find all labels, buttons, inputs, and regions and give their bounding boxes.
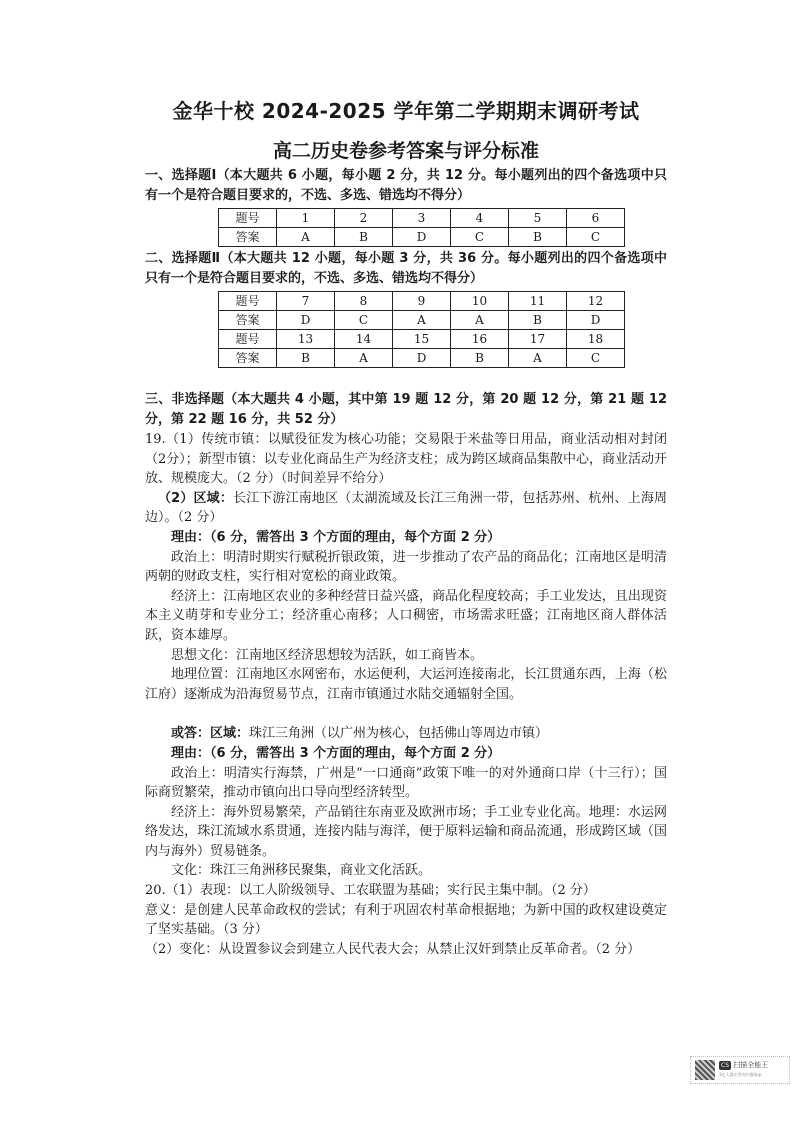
table-row [219,228,625,247]
answer-cell: B [335,228,393,247]
answer-cell: 11 [509,292,567,311]
q20-meaning: 意义：是创建人民革命政权的尝试；有利于巩固农村革命根据地；为新中国的政权建设奠定了坚实基础。（3 分） [145,902,667,938]
qr-code-icon [695,1060,715,1080]
alt-answer [145,724,667,744]
row-header-cell: 答案 [219,311,277,330]
answer-cell: 16 [451,330,509,349]
alt-region: 珠江三角洲（以广州为核心，包括佛山等周边市镇） [249,726,549,742]
answer-cell: 5 [509,209,567,228]
section1-heading: 一、选择题Ⅰ（本大题共 6 小题，每小题 2 分，共 12 分。每小题列出的四个备选项中只有一个是符合题目要求的，不选、多选、错选均不得分） [145,168,667,203]
answer-cell: 8 [335,292,393,311]
alt-answer-label: 或答：区域： [171,726,250,742]
table-row [219,349,625,368]
camscanner-logo-icon: CS [721,1062,729,1069]
alt-politics: 政治上：明清实行海禁，广州是“一口通商”政策下唯一的对外通商口岸（十三行）；国际商贸繁荣，推动市镇向出口导向型经济转型。 [145,765,667,801]
reason-thought: 思想文化：江南地区经济思想较为活跃，如工商皆本。 [171,647,484,663]
alt-reason-label-text: 理由：（6 分，需答出 3 个方面的理由，每个方面 2 分） [171,745,501,761]
answer-cell: 15 [393,330,451,349]
row-header-cell: 答案 [219,349,277,368]
answer-cell: B [451,349,509,368]
page-title: 金华十校 2024-2025 学年第二学期期末调研考试 [172,99,640,123]
answer-cell: 6 [567,209,625,228]
watermark-name: 扫描全能王 [733,1061,769,1069]
answer-cell: D [393,349,451,368]
answer-cell: B [509,311,567,330]
table-row [219,292,625,311]
page-subtitle: 高二历史卷参考答案与评分标准 [272,140,539,162]
answer-cell: 2 [335,209,393,228]
q19-part2 [145,489,667,528]
answer-cell: 4 [451,209,509,228]
q20-part1: 20.（1）表现：以工人阶级领导、工农联盟为基础；实行民主集中制。（2 分） [145,883,596,899]
answer-cell: 14 [335,330,393,349]
answer-cell: 9 [393,292,451,311]
answer-cell: 13 [277,330,335,349]
answer-cell: D [393,228,451,247]
answer-key-page [145,96,667,959]
section2-answer-table [218,291,625,368]
reason-label-text: 理由：（6 分，需答出 3 个方面的理由，每个方面 2 分） [171,529,501,545]
answer-cell: 10 [451,292,509,311]
answer-cell: A [335,349,393,368]
reason-geography: 地理位置：江南地区水网密布，水运便利，大运河连接南北，长江贯通东西，上海（松江府）逐渐成为沿海贸易节点，江南市镇通过水陆交通辐射全国。 [145,667,667,702]
answer-cell: 18 [567,330,625,349]
table-row [219,209,625,228]
answer-cell: 12 [567,292,625,311]
alt-culture: 文化：珠江三角洲移民聚集，商业文化活跃。 [171,863,432,879]
alt-reason-label [145,744,667,764]
answer-cell: 7 [277,292,335,311]
answer-cell: A [509,349,567,368]
answer-cell: 1 [277,209,335,228]
answer-cell: A [451,311,509,330]
reason-label [145,528,667,548]
answer-cell: C [567,349,625,368]
alt-economy: 经济上：海外贸易繁荣，产品销往东南亚及欧洲市场；手工业专业化高。地理：水运网络发达，珠江流域水系贯通，连接内陆与海洋，便于原料运输和商品流通，形成跨区域（国内与海外）贸易链条。 [145,804,667,859]
answer-cell: 17 [509,330,567,349]
row-header-cell: 题号 [219,330,277,349]
section1-answer-table [218,208,625,247]
q19-part2-text: 长江下游江南地区（太湖流域及长江三角洲一带，包括苏州、杭州、上海周边）。（2 分） [145,490,667,526]
answer-cell: D [277,311,335,330]
watermark-sub: 3亿人都在用的扫描App [719,1072,762,1077]
answer-cell: C [567,228,625,247]
row-header-cell: 题号 [219,209,277,228]
reason-politics: 政治上：明清时期实行赋税折银政策，进一步推动了农产品的商品化；江南地区是明清两朝的财政支柱，实行相对宽松的商业政策。 [145,549,667,585]
table-row [219,330,625,349]
q19-part2-label: （2）区域： [158,490,233,506]
q20-part2: （2）变化：从设置参议会到建立人民代表大会；从禁止汉奸到禁止反革命者。（2 分） [145,941,641,957]
q19-part1: 19.（1）传统市镇：以赋役征发为核心功能；交易限于米盐等日用品，商业活动相对封闭（2分）；新型市镇：以专业化商品生产为经济支柱；成为跨区域商品集散中心，商业活动开放、规模庞大。（2 分）（时间差异不给分） [145,432,667,487]
reason-economy: 经济上：江南地区农业的多种经营日益兴盛，商品化程度较高；手工业发达，且出现资本主义萌芽和专业分工；经济重心南移；人口稠密，市场需求旺盛；江南地区商人群体活跃，资本雄厚。 [145,588,667,643]
row-header-cell: 题号 [219,292,277,311]
answer-cell: D [567,311,625,330]
answer-cell: C [335,311,393,330]
answer-cell: B [277,349,335,368]
section2-heading: 二、选择题Ⅱ（本大题共 12 小题，每小题 3 分，共 36 分。每小题列出的四个备选项中只有一个是符合题目要求的，不选、多选、错选均不得分） [145,251,667,286]
answer-cell: A [277,228,335,247]
row-header-cell: 答案 [219,228,277,247]
answer-cell: 3 [393,209,451,228]
scanner-watermark [690,1056,790,1084]
table-row [219,311,625,330]
answer-cell: A [393,311,451,330]
section3-heading: 三、非选择题（本大题共 4 小题，其中第 19 题 12 分，第 20 题 12 分，第 21 题 12 分，第 22 题 16 分，共 52 分） [145,392,667,427]
answer-cell: B [509,228,567,247]
answer-cell: C [451,228,509,247]
